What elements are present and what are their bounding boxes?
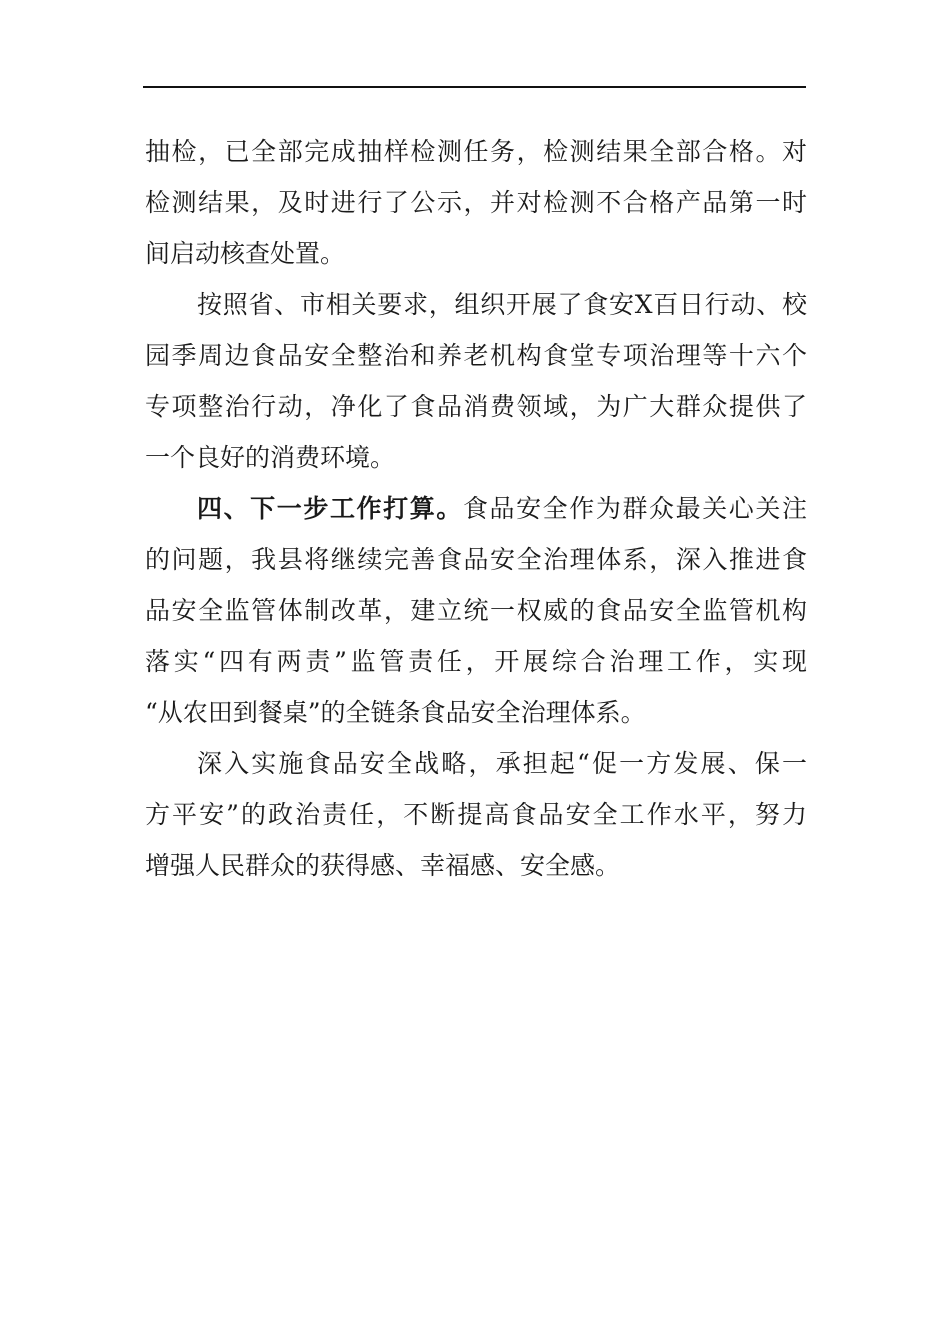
paragraph-3 bbox=[145, 483, 807, 738]
heading-continuation: 食品安全作为群众最关心关注 bbox=[462, 494, 807, 523]
header-rule bbox=[143, 86, 806, 88]
paragraph-1 bbox=[145, 126, 807, 279]
text-line: “从农田到餐桌”的全链条食品安全治理体系。 bbox=[145, 698, 646, 727]
section-heading: 四、下一步工作打算。 bbox=[197, 494, 463, 523]
text-line: 抽检，已全部完成抽样检测任务，检测结果全部合格。对 bbox=[145, 137, 807, 166]
text-line: 一个良好的消费环境。 bbox=[145, 443, 396, 472]
text-line: 园季周边食品安全整治和养老机构食堂专项治理等十六个 bbox=[145, 341, 807, 370]
document-body bbox=[145, 126, 807, 891]
text-line bbox=[145, 483, 807, 534]
text-line: 按照省、市相关要求，组织开展了食安X百日行动、校 bbox=[197, 290, 807, 319]
text-line: 深入实施食品安全战略，承担起“促一方发展、保一 bbox=[197, 749, 807, 778]
text-line: 的问题，我县将继续完善食品安全治理体系，深入推进食 bbox=[145, 545, 807, 574]
text-line: 检测结果，及时进行了公示，并对检测不合格产品第一时 bbox=[145, 188, 807, 217]
paragraph-4 bbox=[145, 738, 807, 891]
text-line: 专项整治行动，净化了食品消费领域，为广大群众提供了 bbox=[145, 392, 807, 421]
text-line: 方平安”的政治责任，不断提高食品安全工作水平，努力 bbox=[145, 800, 807, 829]
text-line: 间启动核查处置。 bbox=[145, 239, 346, 268]
text-line: 品安全监管体制改革，建立统一权威的食品安全监管机构 bbox=[145, 596, 807, 625]
text-line: 落实“四有两责”监管责任，开展综合治理工作，实现 bbox=[145, 647, 807, 676]
paragraph-2 bbox=[145, 279, 807, 483]
text-line: 增强人民群众的获得感、幸福感、安全感。 bbox=[145, 851, 621, 880]
